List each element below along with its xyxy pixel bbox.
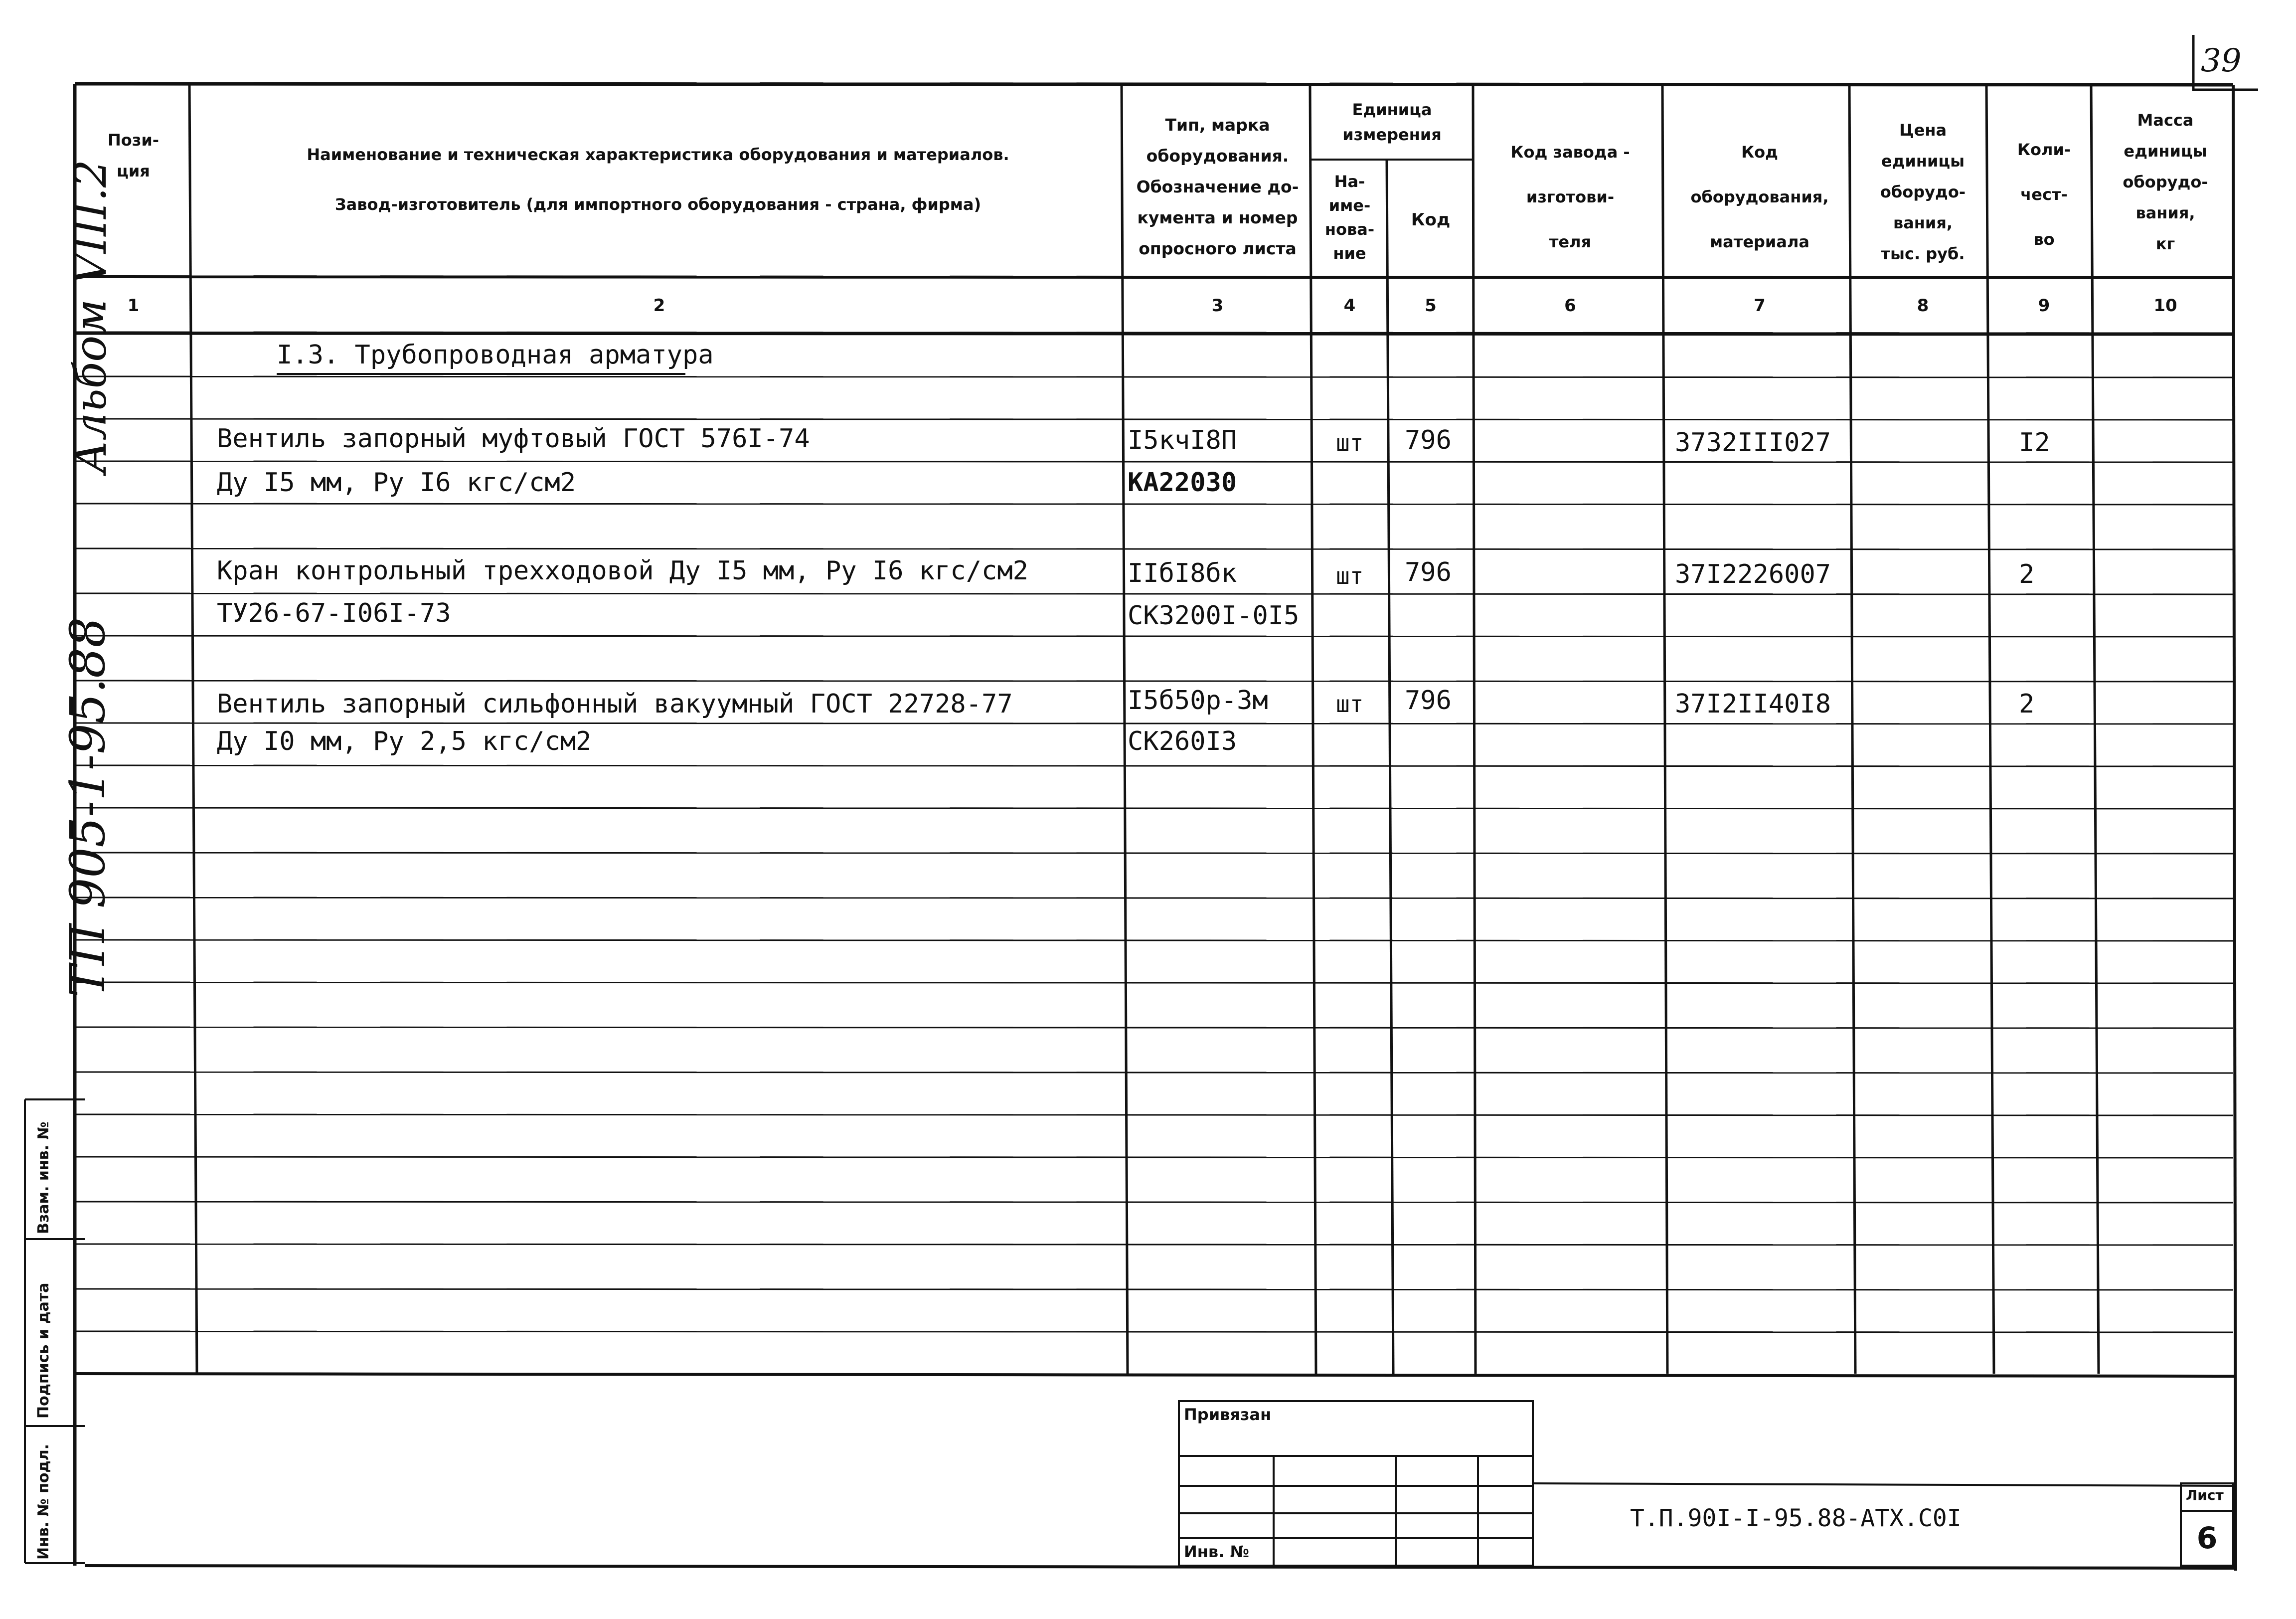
column-number-5: 5 — [1425, 296, 1437, 316]
column-number-3: 3 — [1211, 296, 1224, 316]
title-block-privyazan: Привязан — [1184, 1405, 1272, 1424]
item-type-detail: СК3200I-0I5 — [1128, 601, 1300, 631]
sheet-label: Лист — [2186, 1487, 2224, 1503]
column-number-9: 9 — [2038, 296, 2050, 316]
column-number-7: 7 — [1754, 296, 1766, 316]
album-note: Альбом VIII.2 — [65, 159, 116, 474]
item-quantity: I2 — [2019, 428, 2050, 458]
item-name-detail: ТУ26-67-I06I-73 — [217, 598, 451, 628]
item-equipment-code: 3732III027 — [1675, 428, 1831, 458]
header-factory-code: Код завода - изготови- теля — [1510, 143, 1630, 251]
item-type: IIбI8бк — [1128, 558, 1237, 588]
item-unit: шт — [1336, 562, 1364, 589]
header-unit-code: Код — [1411, 210, 1451, 230]
header-position: Пози- ция — [107, 131, 160, 180]
header-quantity: Коли- чест- во — [2017, 140, 2071, 249]
item-name: Вентиль запорный сильфонный вакуумный ГОСТ 22728-77 — [217, 689, 1013, 719]
item-name-detail: Ду I0 мм, Ру 2,5 кгс/см2 — [217, 726, 592, 756]
header-equipment-code: Код оборудования, материала — [1690, 143, 1829, 251]
item-quantity: 2 — [2019, 689, 2035, 719]
header-unit-name: На- име- нова- ние — [1324, 172, 1375, 263]
header-price: Цена единицы оборудо- вания, тыс. руб. — [1880, 121, 1966, 263]
document-code: Т.П.90I-I-95.88-АТХ.С0I — [1630, 1504, 1962, 1532]
stamp-inv-podl: Инв. № подл. — [35, 1443, 52, 1560]
item-type-detail: КА22030 — [1128, 468, 1237, 498]
stamp-vzam-inv: Взам. инв. № — [35, 1121, 52, 1234]
column-number-2: 2 — [653, 296, 665, 316]
column-number-10: 10 — [2153, 296, 2177, 316]
item-unit-code: 796 — [1405, 686, 1452, 716]
item-name: Вентиль запорный муфтовый ГОСТ 576I-74 — [217, 424, 810, 454]
section-title: I.3. Трубопроводная арматура — [277, 340, 714, 370]
item-name-detail: Ду I5 мм, Ру I6 кгс/см2 — [217, 468, 576, 498]
title-block-inv-no: Инв. № — [1184, 1542, 1249, 1561]
header-mass: Масса единицы оборудо- вания, кг — [2123, 111, 2208, 253]
item-quantity: 2 — [2019, 559, 2035, 589]
column-number-1: 1 — [127, 296, 140, 316]
item-name: Кран контрольный трехходовой Ду I5 мм, Ру I6 кгс/см2 — [217, 556, 1028, 586]
item-unit-code: 796 — [1405, 557, 1452, 587]
item-equipment-code: 37I2II40I8 — [1675, 689, 1831, 719]
column-number-8: 8 — [1917, 296, 1929, 316]
item-type: I5б50р-3м — [1128, 686, 1268, 716]
item-unit-code: 796 — [1405, 425, 1452, 455]
header-name: Наименование и техническая характеристика оборудования и материалов. Завод-изготовитель (для импортного оборудования - страна, фирма) — [307, 145, 1009, 214]
item-type: I5кчI8П — [1128, 425, 1237, 455]
item-type-detail: СК260I3 — [1128, 726, 1237, 756]
item-unit: шт — [1336, 691, 1364, 718]
item-equipment-code: 37I2226007 — [1675, 559, 1831, 589]
column-number-4: 4 — [1343, 296, 1356, 316]
stamp-podpis-data: Подпись и дата — [35, 1282, 52, 1419]
item-unit: шт — [1336, 429, 1364, 456]
header-type: Тип, марка оборудования. Обозначение до- кумента и номер опросного листа — [1136, 115, 1299, 258]
header-unit: Единица измерения — [1342, 100, 1442, 144]
column-number-6: 6 — [1564, 296, 1576, 316]
sheet-number: 6 — [2196, 1521, 2218, 1556]
project-note: ТП 905-1-95.88 — [60, 617, 116, 997]
page-number: 39 — [2201, 42, 2242, 79]
